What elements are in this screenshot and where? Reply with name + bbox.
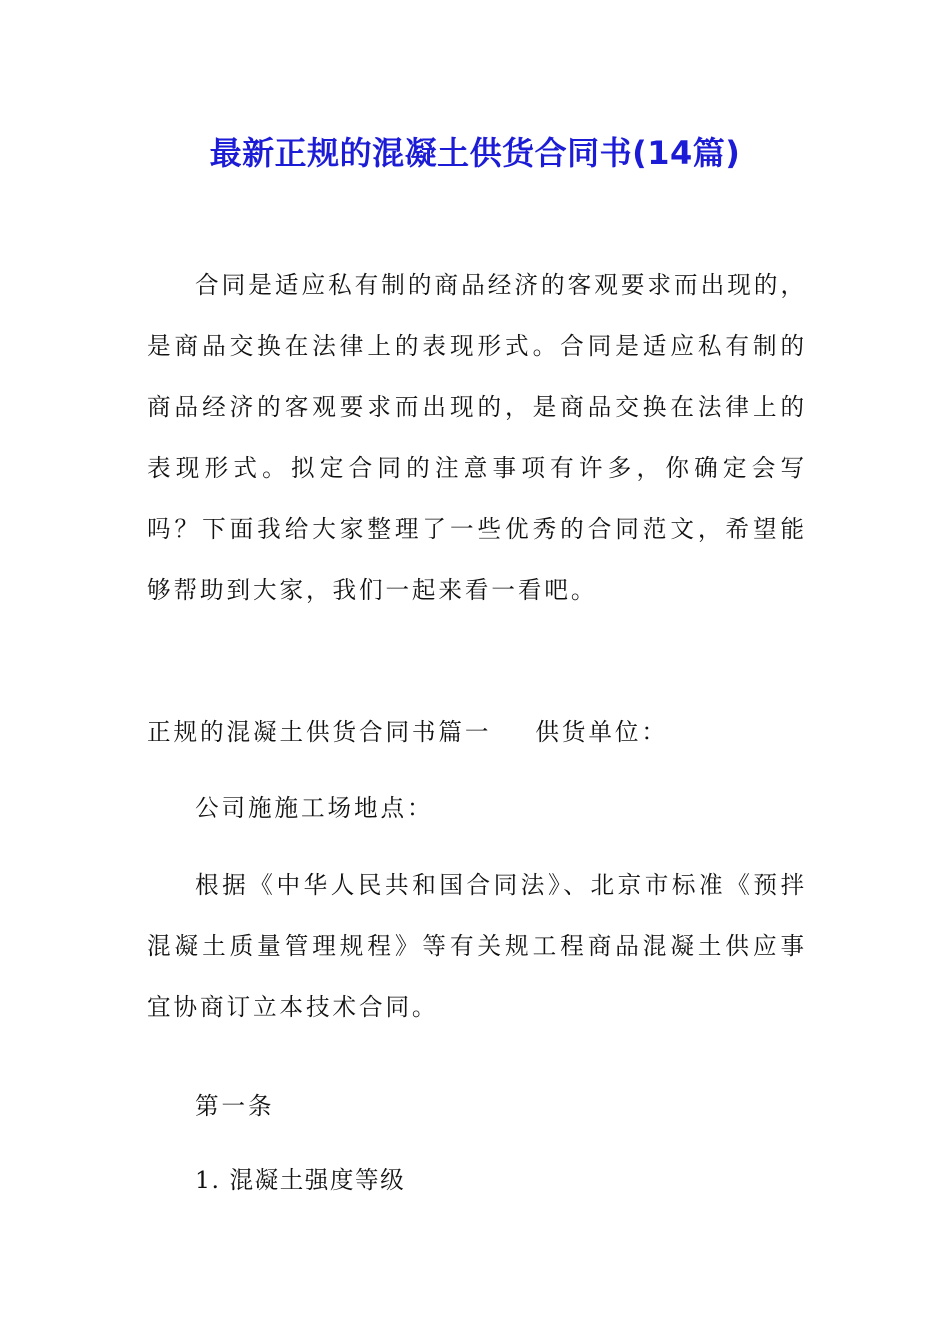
article-one-heading: 第一条 — [195, 1092, 275, 1120]
supplier-label: 供货单位： — [535, 718, 668, 746]
section-heading: 正规的混凝土供货合同书篇一 — [147, 718, 492, 746]
law-paragraph: 根据《中华人民共和国合同法》、北京市标准《预拌混凝土质量管理规程》等有关规工程商品混凝土供应事宜协商订立本技术合同。 — [147, 871, 807, 1021]
intro-paragraph: 合同是适应私有制的商品经济的客观要求而出现的，是商品交换在法律上的表现形式。合同是适应私有制的商品经济的客观要求而出现的，是商品交换在法律上的表现形式。拟定合同的注意事项有许多，你确定会写吗？下面我给大家整理了一些优秀的合同范文，希望能够帮助到大家，我们一起来看一看吧。 — [147, 271, 807, 604]
section-heading-line — [147, 714, 807, 750]
site-label: 公司施施工场地点： — [195, 794, 434, 822]
document-title: 最新正规的混凝土供货合同书(14篇) — [209, 134, 741, 172]
item-one-heading: 1. 混凝土强度等级 — [195, 1166, 406, 1194]
